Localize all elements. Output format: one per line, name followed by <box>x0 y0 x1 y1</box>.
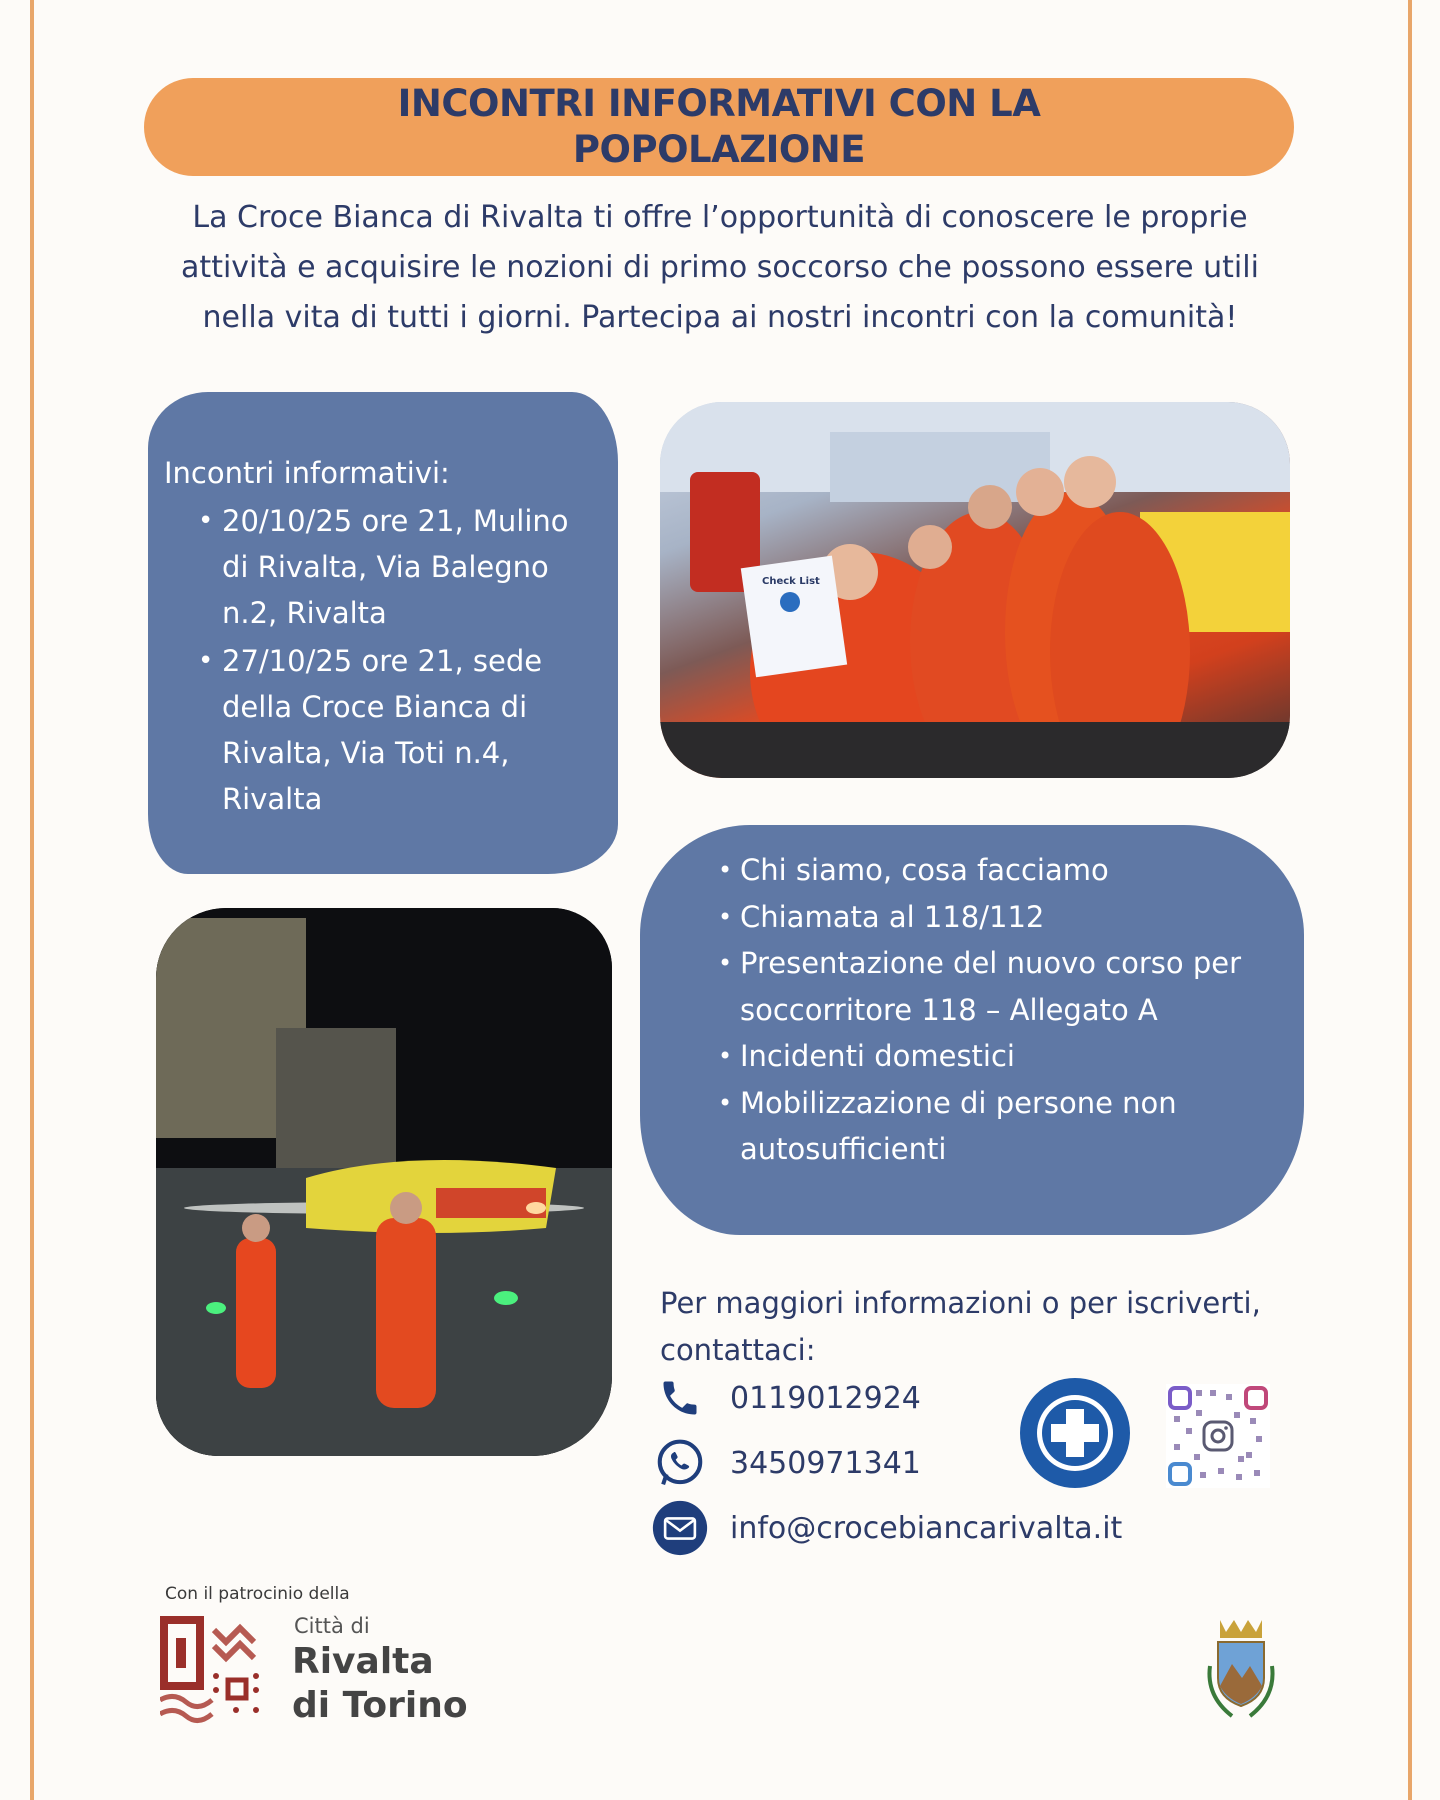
whatsapp-icon <box>652 1435 708 1491</box>
meetings-list <box>198 498 602 822</box>
city-crest <box>1202 1616 1280 1722</box>
intro-text: La Croce Bianca di Rivalta ti offre l’opportunità di conoscere le proprie attività e acquisire le nozioni di primo soccorso che possono essere utili nella vita di tutti i giorni. Partecipa ai nostri incontri con la comunità! <box>181 200 1259 335</box>
volunteers-illustration <box>660 402 1290 778</box>
patronage-text: Con il patrocinio della <box>165 1584 350 1604</box>
city-label-small: Città di <box>294 1614 370 1638</box>
title-banner <box>144 78 1294 176</box>
list-item: • Presentazione del nuovo corso per soccorritore 118 – Allegato A <box>718 940 1274 1033</box>
checklist-label: Check List <box>762 576 820 587</box>
phone-contact[interactable] <box>652 1370 921 1426</box>
list-item: • 27/10/25 ore 21, sede della Croce Bianca di Rivalta, Via Toti n.4, Rivalta <box>198 638 602 822</box>
phone-icon <box>652 1370 708 1426</box>
list-item: • 20/10/25 ore 21, Mulino di Rivalta, Via Balegno n.2, Rivalta <box>198 498 602 636</box>
contact-lead: Per maggiori informazioni o per iscriverti, contattaci: <box>660 1286 1261 1367</box>
topics-card <box>640 825 1304 1235</box>
email-contact[interactable] <box>652 1500 1122 1556</box>
helicopter-night-photo <box>156 908 612 1456</box>
list-item: • Incidenti domestici <box>718 1033 1274 1080</box>
mail-icon <box>652 1500 708 1556</box>
meetings-card <box>148 392 618 874</box>
whatsapp-number[interactable]: 3450971341 <box>730 1445 921 1481</box>
helicopter-illustration <box>156 908 612 1456</box>
list-item: • Chi siamo, cosa facciamo <box>718 847 1274 894</box>
whatsapp-contact[interactable] <box>652 1435 921 1491</box>
phone-number[interactable]: 0119012924 <box>730 1380 921 1416</box>
meetings-heading: Incontri informativi: <box>164 456 450 490</box>
instagram-qr-code[interactable] <box>1166 1384 1270 1488</box>
list-item: • Chiamata al 118/112 <box>718 894 1274 941</box>
list-item: • Mobilizzazione di persone non autosufficienti <box>718 1080 1274 1173</box>
email-address[interactable]: info@crocebiancarivalta.it <box>730 1510 1123 1546</box>
volunteers-ambulance-photo <box>660 402 1290 778</box>
page-title: INCONTRI INFORMATIVI CON LA POPOLAZIONE <box>397 82 1041 171</box>
topics-list <box>718 847 1274 1173</box>
croce-bianca-logo <box>1018 1376 1132 1490</box>
city-name: Rivalta di Torino <box>292 1641 468 1726</box>
city-logo <box>160 1614 272 1726</box>
